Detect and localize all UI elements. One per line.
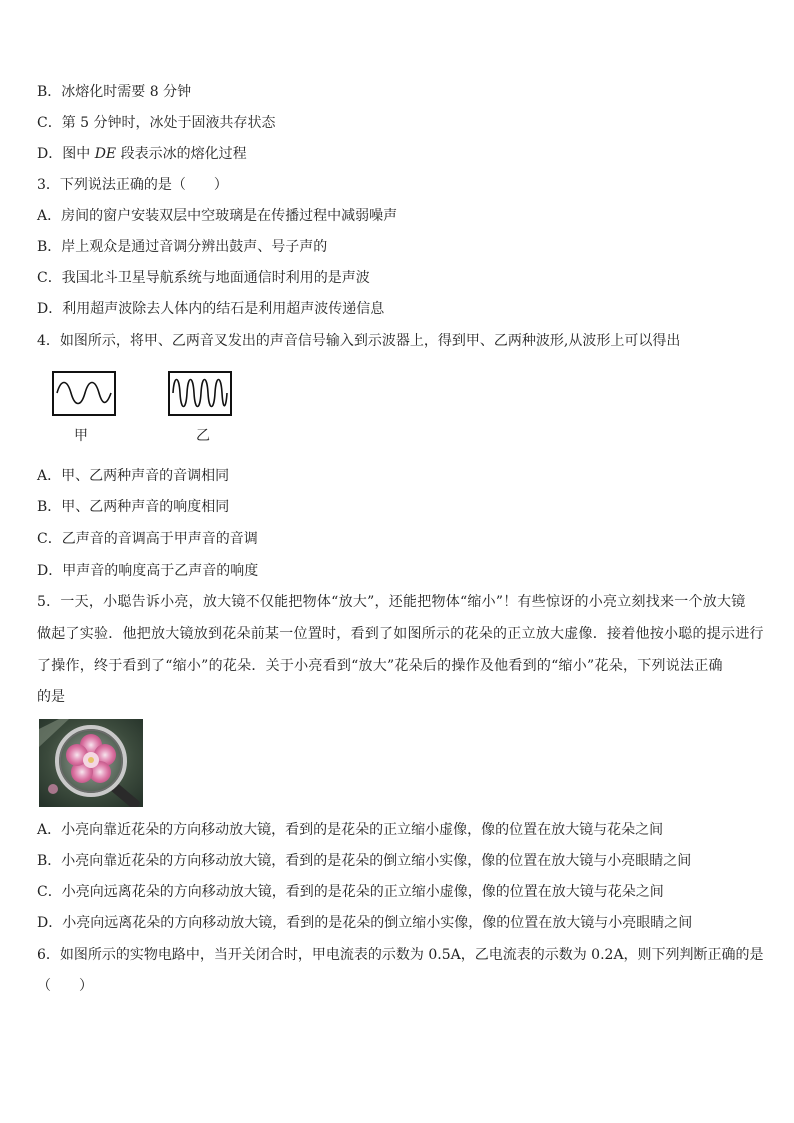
q4-option-c: C．乙声音的音调高于甲声音的音调: [37, 531, 258, 547]
q3-option-d: D．利用超声波除去人体内的结石是利用超声波传递信息: [37, 301, 385, 317]
magnifier-flower-photo: [39, 719, 143, 807]
waveform-jia-frame: [53, 372, 115, 415]
q5-stem-line2: 做起了实验．他把放大镜放到花朵前某一位置时，看到了如图所示的花朵的正立放大虚像．接着他按小聪的提示进行: [37, 626, 764, 642]
photo-bud: [48, 784, 58, 794]
q5-option-a: A．小亮向靠近花朵的方向移动放大镜，看到的是花朵的正立缩小虚像，像的位置在放大镜与花朵之间: [37, 822, 664, 838]
q6-stem-line1: 6．如图所示的实物电路中，当开关闭合时，甲电流表的示数为 0.5A，乙电流表的示数为 0.2A，则下列判断正确的是: [37, 947, 764, 963]
q5-option-b: B．小亮向靠近花朵的方向移动放大镜，看到的是花朵的倒立缩小实像，像的位置在放大镜与小亮眼睛之间: [37, 853, 692, 869]
q4-option-a: A．甲、乙两种声音的音调相同: [37, 468, 230, 484]
q4-stem: 4．如图所示，将甲、乙两音叉发出的声音信号输入到示波器上，得到甲、乙两种波形,从波形上可以得出: [37, 333, 681, 349]
label-jia: 甲: [74, 428, 88, 444]
q3-option-a: A．房间的窗户安装双层中空玻璃是在传播过程中减弱噪声: [37, 208, 398, 224]
q5-option-c: C．小亮向远离花朵的方向移动放大镜，看到的是花朵的正立缩小虚像，像的位置在放大镜与花朵之间: [37, 884, 664, 900]
q5-option-d: D．小亮向远离花朵的方向移动放大镜，看到的是花朵的倒立缩小实像，像的位置在放大镜与小亮眼睛之间: [37, 915, 693, 931]
q5-stem-line1: 5．一天，小聪告诉小亮，放大镜不仅能把物体“放大”，还能把物体“缩小”！有些惊讶的小亮立刻找来一个放大镜: [37, 594, 746, 610]
q2-option-d-suffix: 段表示冰的熔化过程: [116, 146, 247, 162]
q4-option-d: D．甲声音的响度高于乙声音的响度: [37, 563, 259, 579]
label-yi: 乙: [196, 428, 210, 444]
q2-option-d-var: DE: [94, 146, 117, 162]
magnifier-illustration: [39, 719, 143, 807]
waveform-jia-figure: [52, 371, 116, 416]
q2-option-c: C．第 5 分钟时，冰处于固液共存状态: [37, 115, 276, 131]
q5-stem-line3: 了操作，终于看到了“缩小”的花朵．关于小亮看到“放大”花朵后的操作及他看到的“缩小”花朵，下列说法正确: [37, 658, 723, 674]
q2-option-d: [37, 144, 247, 164]
q4-option-b: B．甲、乙两种声音的响度相同: [37, 499, 230, 515]
q2-option-b: B．冰熔化时需要 8 分钟: [37, 84, 192, 100]
q5-stem-line4: 的是: [37, 689, 65, 705]
waveform-yi-figure: [168, 371, 232, 416]
q3-stem: 3．下列说法正确的是（ ）: [37, 177, 228, 193]
q3-option-c: C．我国北斗卫星导航系统与地面通信时利用的是声波: [37, 270, 370, 286]
q3-option-b: B．岸上观众是通过音调分辨出鼓声、号子声的: [37, 239, 328, 255]
q2-option-d-prefix: D．图中: [37, 146, 95, 162]
q6-stem-line2: （ ）: [37, 978, 93, 994]
